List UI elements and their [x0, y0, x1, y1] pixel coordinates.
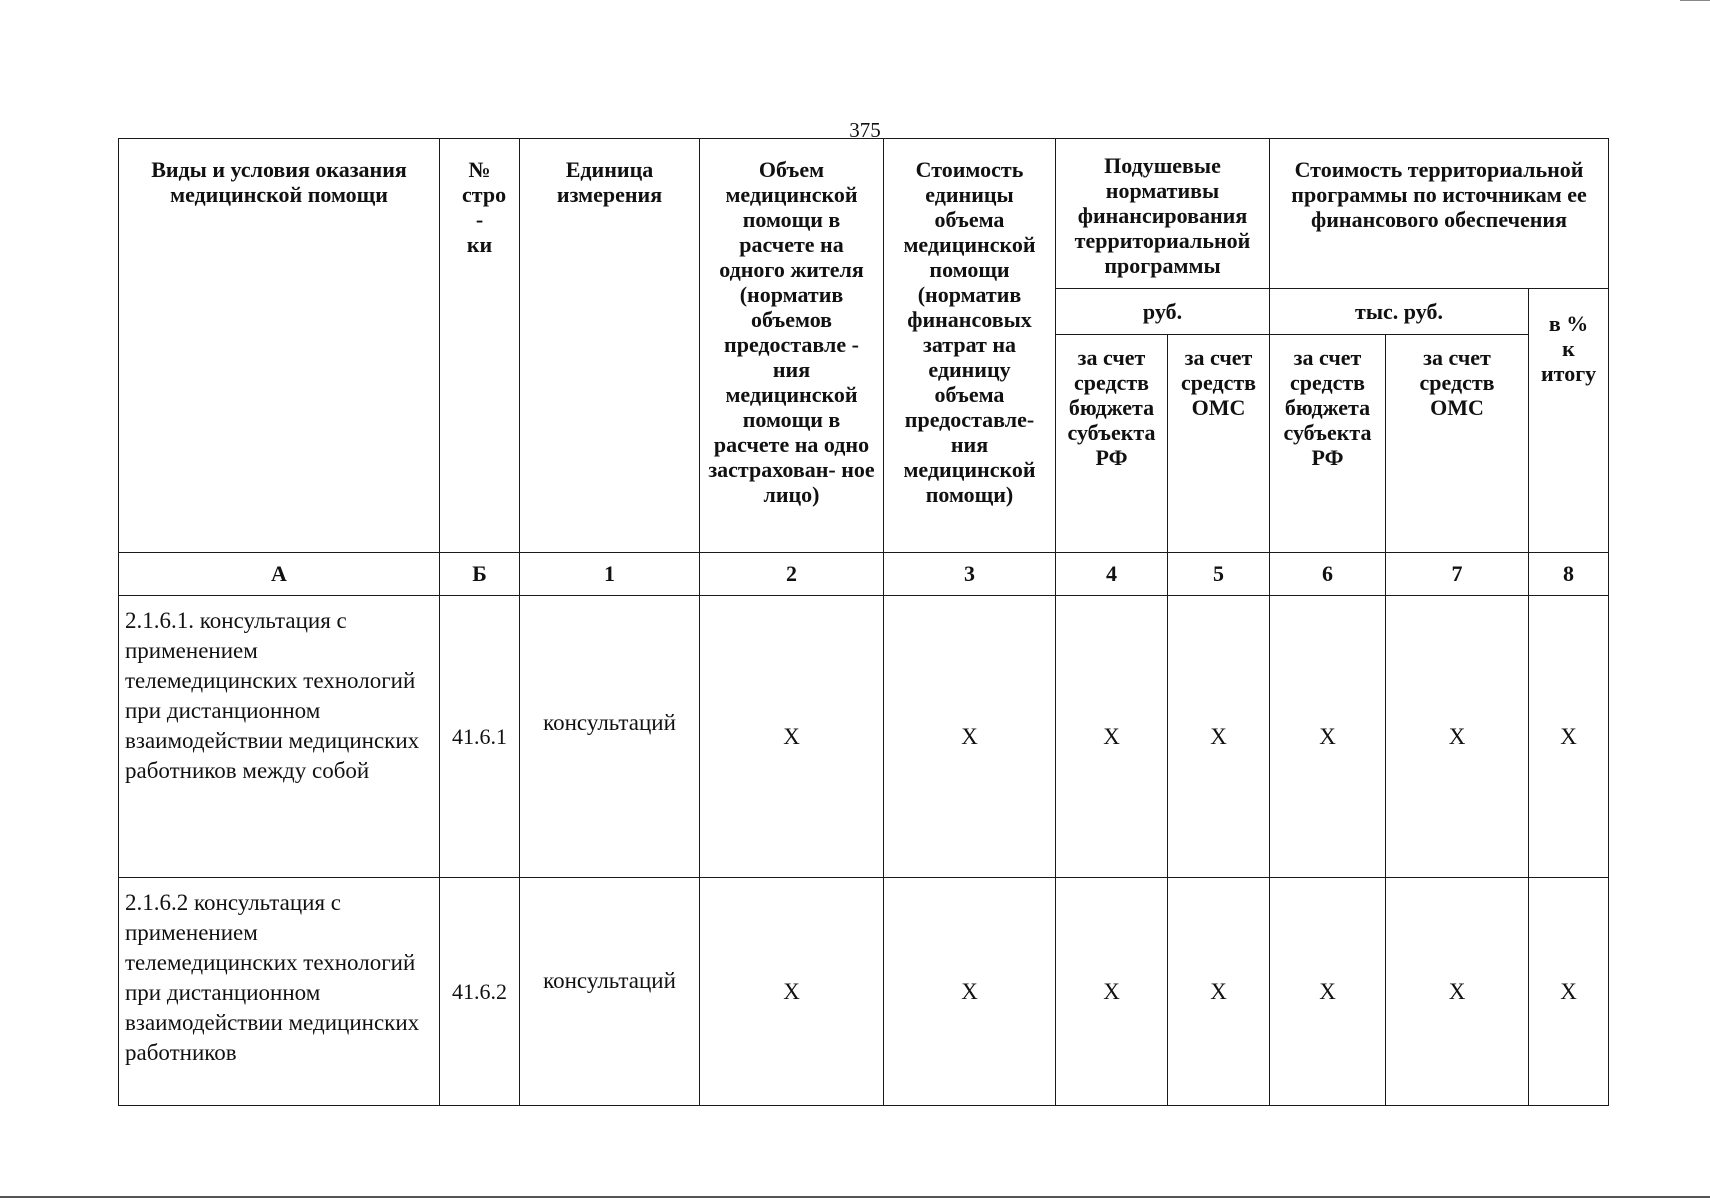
header-unit-rub: руб.: [1056, 289, 1270, 335]
header-col-4: за счет средств бюджета субъекта РФ: [1056, 335, 1168, 553]
table-row: [119, 596, 1609, 878]
value-cell: X: [700, 878, 884, 1106]
value-cell: X: [1168, 596, 1270, 878]
index-cell: 4: [1056, 553, 1168, 596]
top-edge-rule: [1680, 0, 1710, 1]
index-cell: 6: [1270, 553, 1386, 596]
page-number: 375: [849, 118, 881, 142]
index-cell: 8: [1529, 553, 1609, 596]
index-cell: Б: [440, 553, 520, 596]
header-col-b: № стро - ки: [440, 139, 520, 553]
row-number: 41.6.2: [440, 878, 520, 1106]
value-cell: X: [884, 878, 1056, 1106]
table-row: [119, 878, 1609, 1106]
header-row-1: [119, 139, 1609, 289]
header-col-8: в % к итогу: [1529, 289, 1609, 553]
territorial-program-table: [118, 138, 1609, 1106]
value-cell: X: [1270, 878, 1386, 1106]
header-col-7: за счет средств ОМС: [1386, 335, 1529, 553]
header-col-a: Виды и условия оказания медицинской помощи: [119, 139, 440, 553]
value-cell: X: [884, 596, 1056, 878]
value-cell: X: [1168, 878, 1270, 1106]
header-col-6: за счет средств бюджета субъекта РФ: [1270, 335, 1386, 553]
value-cell: X: [700, 596, 884, 878]
header-unit-thousand-rub: тыс. руб.: [1270, 289, 1529, 335]
row-number: 41.6.1: [440, 596, 520, 878]
index-cell: 5: [1168, 553, 1270, 596]
row-label: 2.1.6.1. консультация с применением телемедицинских технологий при дистанционном взаимодействии медицинских работников между собой: [119, 596, 440, 878]
index-cell: 2: [700, 553, 884, 596]
row-label: 2.1.6.2 консультация с применением телемедицинских технологий при дистанционном взаимодействии медицинских работников: [119, 878, 440, 1106]
value-cell: X: [1056, 596, 1168, 878]
header-col-2: Объем медицинской помощи в расчете на одного жителя (норматив объемов предоставле - ния медицинской помощи в расчете на одно застрахован- ное лицо): [700, 139, 884, 553]
value-cell: X: [1529, 878, 1609, 1106]
header-col-1: Единица измерения: [520, 139, 700, 553]
value-cell: X: [1270, 596, 1386, 878]
header-col-5: за счет средств ОМС: [1168, 335, 1270, 553]
column-index-row: [119, 553, 1609, 596]
value-cell: X: [1386, 878, 1529, 1106]
value-cell: X: [1529, 596, 1609, 878]
row-unit: консультаций: [520, 596, 700, 878]
index-cell: 7: [1386, 553, 1529, 596]
index-cell: А: [119, 553, 440, 596]
header-col-3: Стоимость единицы объема медицинской помощи (норматив финансовых затрат на единицу объема предоставле- ния медицинской помощи): [884, 139, 1056, 553]
header-group-cost: Стоимость территориальной программы по источникам ее финансового обеспечения: [1270, 139, 1609, 289]
value-cell: X: [1386, 596, 1529, 878]
bottom-edge-rule: [0, 1196, 1710, 1198]
header-group-per-capita: Подушевые нормативы финансирования территориальной программы: [1056, 139, 1270, 289]
value-cell: X: [1056, 878, 1168, 1106]
row-unit: консультаций: [520, 878, 700, 1106]
index-cell: 3: [884, 553, 1056, 596]
index-cell: 1: [520, 553, 700, 596]
